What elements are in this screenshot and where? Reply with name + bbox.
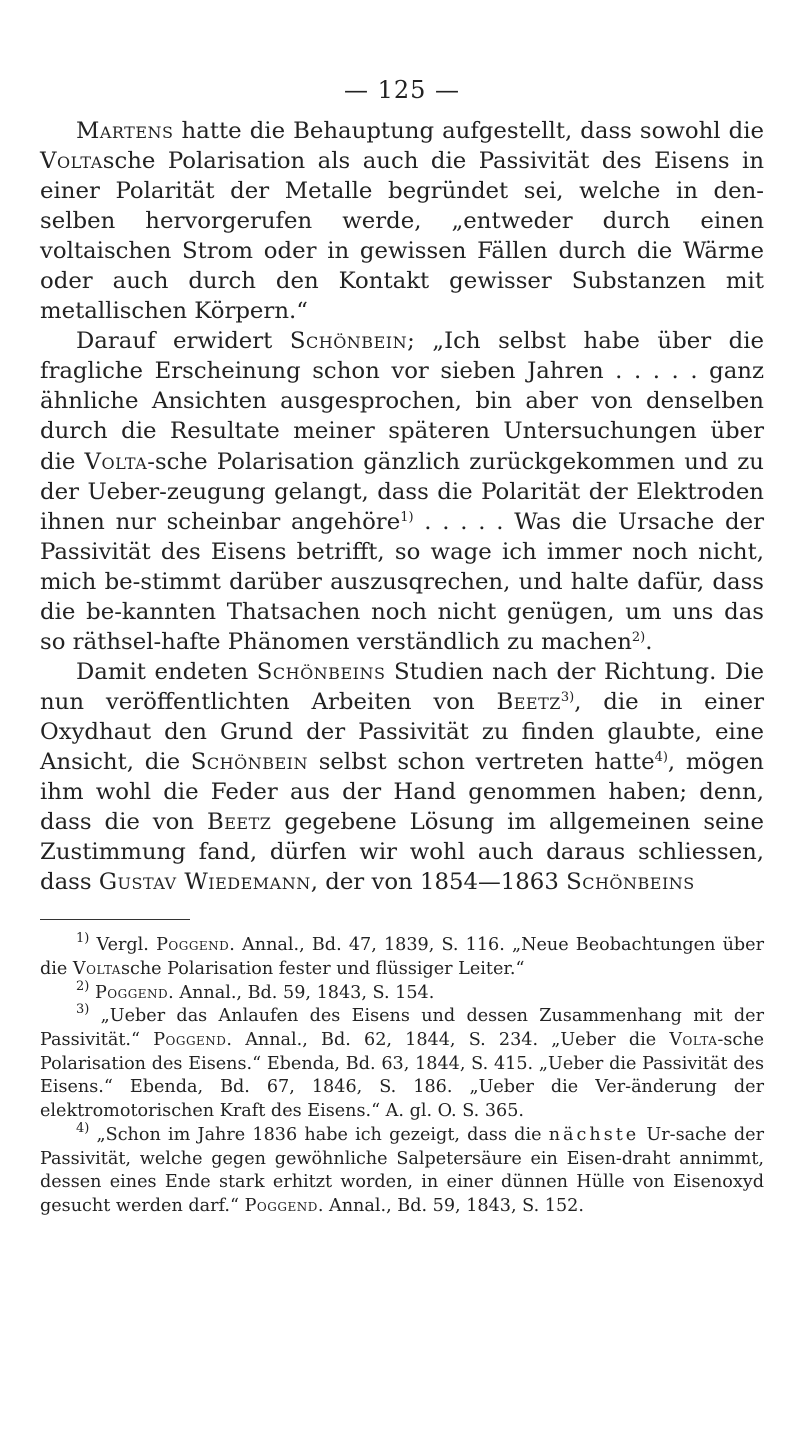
footnote-separator [40,919,190,920]
text-segment: Volta [72,958,121,979]
text-segment: sche Polarisation fester und flüssiger Leiter.“ [120,958,525,979]
text-segment: Studien nach der Richtung. Die nun veröffentlichten Arbeiten von [40,658,764,715]
footnote-marker: 2) [631,629,646,645]
text-segment: „Schon im Jahre 1836 habe ich gezeigt, dass die [89,1124,549,1145]
footnotes [40,931,764,1218]
footnote-marker: 3) [560,689,575,705]
footnote [40,931,764,981]
book-page [40,0,764,1219]
page-number: — 125 — [343,76,461,104]
text-segment: Poggend [156,935,230,956]
text-segment: Darauf erwidert [76,328,290,355]
footnote-marker: 3) [76,1002,90,1018]
text-segment: , mögen ihm wohl die Feder aus der Hand genommen haben; denn, dass die von [40,748,764,836]
text-segment: hatte die Behauptung aufgestellt, dass sowohl die [173,118,764,144]
paragraph [40,116,764,326]
text-segment: Schönbein [190,748,308,775]
text-segment: -sche Polarisation des Eisens.“ Ebenda, Bd. 63, 1844, S. 415. „Ueber die Passivität des Eisens.“ Ebenda, Bd. 67, 1846, S. 186. „Ueber die Ver-änderung der elektromotorischen Kraft des Eisens.“ A. gl. O. S. 365. [40,1030,764,1122]
text-segment: . Annal., Bd. 62, 1844, S. 234. „Ueber die [226,1030,670,1051]
text-segment: „Ueber das Anlaufen des Eisens und dessen Zusammenhang mit der Passivität.“ [40,1006,764,1051]
text-segment: Beetz [207,809,272,836]
text-segment: Poggend [94,982,169,1003]
text-segment: . Annal., Bd. 47, 1839, S. 116. „Neue Beobachtungen über die [40,935,764,979]
text-segment: Gustav Wiedemann [98,869,311,896]
text-segment: -sche Polarisation gänzlich zurückgekommen und zu der Ueber-zeugung gelangt, dass die Polarität der Elektroden ihnen nur scheinbar angehöre [40,448,764,535]
text-segment: Beetz [496,688,561,715]
text-segment: . [645,628,653,655]
footnote [40,978,764,1006]
text-segment: Vergl. [89,935,157,956]
text-segment: selbst schon vertreten hatte [308,748,655,775]
text-segment: Volta [40,148,103,175]
main-text [40,116,764,897]
text-segment: . . . . . Was die Ursache der Passivität des Eisens betrifft, so wage ich immer noch nicht, mich be-stimmt darüber auszusqrechen, und halte dafür, dass die be-kannten Thatsachen noch nicht genügen, um uns das so räthsel-hafte Phänomen verständlich zu machen [40,508,764,655]
footnote-marker: 1) [76,931,90,947]
footnote [40,1002,764,1124]
footnote-marker: 4) [654,749,668,765]
text-segment: Martens [76,118,174,144]
footnote [40,1120,764,1219]
text-segment: sche Polarisation als auch die Passivität des Eisens in einer Polarität der Metalle begründet sei, welche in den-selben hervorgerufen werde, „entweder durch einen voltaischen Strom oder in gewissen Fällen durch die Wärme oder auch durch den Kontakt gewisser Substanzen mit metallischen Körpern.“ [40,148,764,325]
text-segment: Ur-sache der Passivität, welche gegen gewöhnliche Salpetersäure ein Eisen-draht annimmt, dessen eines Ende stark erhitzt worden, in einer dünnen Hülle von Eisenoxyd gesucht werden darf.“ [40,1124,764,1216]
text-segment: Volta [84,448,148,475]
text-segment: Poggend [244,1195,318,1216]
footnote-marker: 1) [400,509,414,525]
text-segment: Schönbeins [566,869,695,896]
text-segment: Volta [669,1030,718,1051]
text-segment: . Annal., Bd. 59, 1843, S. 152. [317,1195,584,1216]
text-segment: ; „Ich selbst habe über die fragliche Erscheinung schon vor sieben Jahren . . . . . ganz ähnliche Ansichten ausgesprochen, bin aber von denselben durch die Resultate meiner späteren Untersuchungen über die [40,328,764,475]
paragraph [40,326,764,657]
text-segment: gegebene Lösung im allgemeinen seine Zustimmung fand, dürfen wir wohl auch daraus schliessen, dass [40,809,764,896]
text-segment: Schönbein [289,328,408,355]
text-segment: Schönbeins [256,658,386,685]
text-segment: nächste [548,1124,640,1145]
footnote-marker: 4) [76,1120,90,1136]
text-segment: . Annal., Bd. 59, 1843, S. 154. [168,982,435,1003]
text-segment: Damit endeten [76,658,257,685]
text-segment: , der von 1854—1863 [310,869,567,896]
paragraph [40,657,764,897]
text-segment: , die in einer Oxydhaut den Grund der Passivität zu finden glaubte, eine Ansicht, die [40,688,765,775]
footnote-marker: 2) [76,978,90,994]
text-segment: Poggend [153,1030,227,1051]
